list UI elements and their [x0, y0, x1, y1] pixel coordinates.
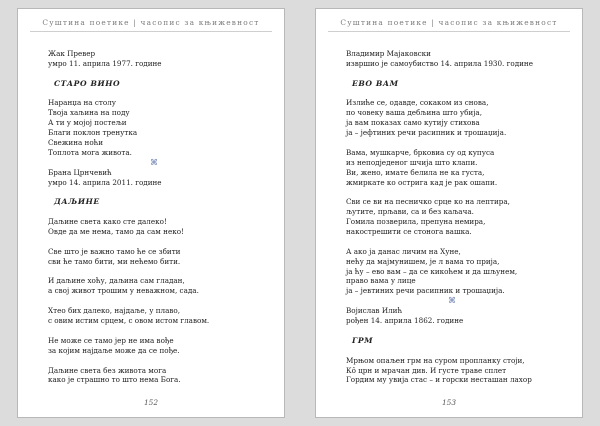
stanza-gap	[48, 69, 278, 79]
text-line: рођен 14. априла 1862. године	[346, 316, 464, 326]
page-body	[48, 49, 278, 385]
text-line: И даљине хоћу, даљина сам гладан,	[48, 276, 185, 286]
stanza-gap	[346, 187, 576, 197]
text-line: из неподједеног шчија што клапи.	[346, 157, 478, 167]
stanza-gap	[48, 326, 278, 336]
stanza-gap	[48, 267, 278, 277]
page-body	[346, 49, 576, 385]
text-line: љутите, прљави, са и без каљача.	[346, 207, 474, 217]
text-line: Топлота мога живота.	[48, 147, 132, 157]
stanza-gap	[346, 237, 576, 247]
text-line: сви ће тамо бити, ми нећемо бити.	[48, 256, 181, 266]
text-line: ја вам показах само кутију стихова	[346, 118, 480, 128]
left-page	[17, 8, 285, 418]
text-line: извршио је самоубиство 14. априла 1930. године	[346, 58, 533, 68]
text-line: Не може се тамо јер не има вође	[48, 335, 174, 345]
right-page	[315, 8, 583, 418]
text-line: Твоја хаљина на поду	[48, 108, 130, 118]
text-line: Кô црн и мрачан див. И густе траве сплет	[346, 365, 507, 375]
poem-title: СТАРО ВИНО	[54, 78, 121, 88]
text-line: А ако ја данас личим на Хуне,	[346, 246, 461, 256]
stanza-gap	[346, 89, 576, 99]
text-line: Гомила позверила, препуна немира,	[346, 217, 486, 227]
text-line: жмиркате ко острига кад је рак ошапи.	[346, 177, 498, 187]
text-line: ја – јевтиних речи расипник и трошаџија.	[346, 286, 505, 296]
text-line: умро 11. априла 1977. године	[48, 58, 162, 68]
text-line: за којим најдаље може да се пође.	[48, 345, 180, 355]
text-line: Војислав Илић	[346, 306, 403, 316]
page-number: 153	[441, 398, 457, 407]
text-line: Наранџа на столу	[48, 98, 117, 108]
stanza-gap	[48, 296, 278, 306]
stanza-gap	[48, 237, 278, 247]
text-line: Ви, жено, имате белила не ка густа,	[346, 167, 485, 177]
stanza-gap	[48, 187, 278, 197]
section-ornament	[48, 158, 278, 168]
text-line: Овде да ме нема, тамо да сам неко!	[48, 227, 184, 237]
text-line: Сви се ви на песничко срце ко на лептира,	[346, 197, 510, 207]
text-line: умро 14. априла 2011. године	[48, 177, 162, 187]
text-line: Благи поклон тренутка	[48, 128, 138, 138]
page-header: Суштина поетике | часопис за књижевност	[42, 18, 260, 27]
text-line: право вама у лице	[346, 276, 416, 286]
text-line: ја – јефтиних речи расипник и трошаџија.	[346, 128, 507, 138]
page-header: Суштина поетике | часопис за књижевност	[340, 18, 558, 27]
page-number: 152	[143, 398, 159, 407]
text-line: Излиће се, одавде, сокаком из снова,	[346, 98, 489, 108]
text-line: како је страшно то што нема Бога.	[48, 375, 181, 385]
stanza-gap	[346, 346, 576, 356]
stanza-gap	[346, 69, 576, 79]
text-line: нећу да мајмунишем, је л вама то прија,	[346, 256, 500, 266]
text-line: Све што је важно тамо ће се збити	[48, 246, 181, 256]
text-line: с овим истим срцем, с овом истом главом.	[48, 316, 210, 326]
ornament-icon: ⌘	[448, 296, 456, 306]
text-line: накострешити се стоногa вашка.	[346, 227, 472, 237]
text-line: ја ћу – ево вам – да се кикоћем и да шљунем,	[346, 266, 518, 276]
poem-title: ДАЉИНЕ	[54, 197, 100, 207]
poem-title: ГРМ	[352, 335, 374, 345]
text-line: Владимир Мајаковски	[346, 49, 431, 58]
text-line: Даљине света како сте далеко!	[48, 217, 167, 227]
text-line: по човеку ваша дебљина што убија,	[346, 108, 483, 118]
text-line: А ти у мојој постељи	[48, 118, 127, 128]
text-line: Гордим му увија стас – и горски нестaшан лахор	[346, 375, 532, 385]
stanza-gap	[48, 356, 278, 366]
stanza-gap	[346, 326, 576, 336]
section-ornament	[346, 296, 576, 306]
text-line: Даљине света без живота мога	[48, 365, 167, 375]
text-line: Вама, мушкарче, брковиа су од купуса	[346, 147, 495, 157]
stanza-gap	[346, 138, 576, 148]
header-divider	[328, 31, 570, 32]
header-divider	[30, 31, 272, 32]
stanza-gap	[48, 89, 278, 99]
poem-title: ЕВО ВАМ	[352, 78, 399, 88]
text-line: Брана Црнчевић	[48, 167, 112, 177]
text-line: Мрњом опаљен грм на суром пропланку стоји,	[346, 355, 525, 365]
text-line: Хтео бих далеко, најдаље, у плаво,	[48, 306, 181, 316]
stanza-gap	[48, 207, 278, 217]
ornament-icon: ⌘	[150, 157, 158, 167]
text-line: Свежина ноћи	[48, 138, 104, 148]
text-line: а свој живот трошим у неважном, сада.	[48, 286, 199, 296]
text-line: Жак Превер	[48, 49, 96, 58]
